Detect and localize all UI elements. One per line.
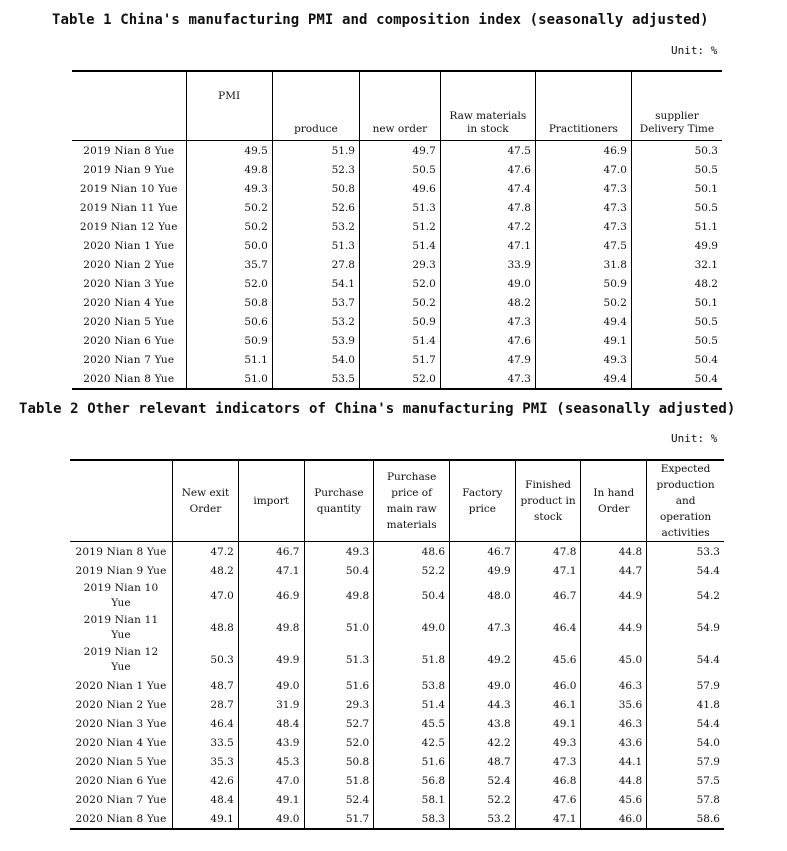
table-cell: 54.1 <box>272 274 359 293</box>
table-cell: 47.2 <box>173 542 239 562</box>
table-cell: 47.4 <box>440 179 535 198</box>
table1-header-practitioners: Practitioners <box>535 71 631 141</box>
table-cell: 29.3 <box>304 695 374 714</box>
table-cell: 50.2 <box>186 217 272 236</box>
table-cell: 51.9 <box>272 141 359 161</box>
table-row <box>70 644 724 676</box>
table-cell: 51.6 <box>374 752 450 771</box>
table-cell: 53.9 <box>272 331 359 350</box>
table2-corner-cell <box>70 460 173 542</box>
table-cell: 47.8 <box>440 198 535 217</box>
table-row <box>70 752 724 771</box>
table-cell: 53.3 <box>647 542 724 562</box>
table-cell: 49.0 <box>374 612 450 644</box>
table-cell: 52.0 <box>304 733 374 752</box>
table-cell: 47.6 <box>440 331 535 350</box>
table-cell: 51.4 <box>359 236 440 255</box>
table-cell: 49.1 <box>173 809 239 829</box>
table1-header-produce: produce <box>272 71 359 141</box>
table2-title: Table 2 Other relevant indicators of China's manufacturing PMI (seasonally adjusted) <box>19 401 736 417</box>
table-cell: 50.1 <box>631 179 722 198</box>
table-cell: 28.7 <box>173 695 239 714</box>
table2-header-purchase-quantity: Purchase quantity <box>304 460 374 542</box>
table-row <box>72 369 722 389</box>
table-row <box>70 733 724 752</box>
table-cell: 50.5 <box>631 331 722 350</box>
table-cell: 46.9 <box>238 580 304 612</box>
table-cell: 44.3 <box>450 695 516 714</box>
table-cell: 50.5 <box>631 312 722 331</box>
table-cell: 29.3 <box>359 255 440 274</box>
table-cell: 50.2 <box>535 293 631 312</box>
table-cell: 50.0 <box>186 236 272 255</box>
table2-header-purchase-price: Purchase price of main raw materials <box>374 460 450 542</box>
table-cell: 48.7 <box>173 676 239 695</box>
row-label: 2020 Nian 7 Yue <box>83 353 175 366</box>
table-cell: 45.6 <box>581 790 647 809</box>
table-cell: 47.3 <box>535 198 631 217</box>
table-cell: 42.2 <box>450 733 516 752</box>
table-cell: 52.4 <box>450 771 516 790</box>
table2-header-new-exit-order: New exit Order <box>173 460 239 542</box>
table-cell: 51.4 <box>374 695 450 714</box>
table-row <box>72 255 722 274</box>
table-cell: 50.9 <box>186 331 272 350</box>
table1-corner-cell <box>72 71 186 141</box>
table-cell: 46.9 <box>535 141 631 161</box>
table-cell: 44.1 <box>581 752 647 771</box>
table-row <box>72 179 722 198</box>
table-row <box>72 236 722 255</box>
table-cell: 47.8 <box>515 542 581 562</box>
table-cell: 46.7 <box>515 580 581 612</box>
table-row <box>70 771 724 790</box>
row-label: 2019 Nian 10 Yue <box>79 182 178 195</box>
table-cell: 45.5 <box>374 714 450 733</box>
table-cell: 50.4 <box>374 580 450 612</box>
row-label: 2020 Nian 3 Yue <box>83 277 175 290</box>
table1-header-pmi: PMI <box>186 71 272 141</box>
row-label: 2020 Nian 2 Yue <box>83 258 175 271</box>
table-row <box>70 676 724 695</box>
table-cell: 50.4 <box>304 561 374 580</box>
table-cell: 49.3 <box>535 350 631 369</box>
table-cell: 47.2 <box>440 217 535 236</box>
table-cell: 49.8 <box>238 612 304 644</box>
table-cell: 51.8 <box>304 771 374 790</box>
table-cell: 49.0 <box>238 809 304 829</box>
table-cell: 49.3 <box>515 733 581 752</box>
table-cell: 44.8 <box>581 771 647 790</box>
table2-header-in-hand-order: In hand Order <box>581 460 647 542</box>
table-cell: 48.4 <box>238 714 304 733</box>
table2 <box>70 459 724 830</box>
table-cell: 42.5 <box>374 733 450 752</box>
table-cell: 52.2 <box>374 561 450 580</box>
table-row <box>72 274 722 293</box>
row-label: 2019 Nian 9 Yue <box>83 163 175 176</box>
table2-header-import: import <box>238 460 304 542</box>
table-cell: 51.1 <box>631 217 722 236</box>
table-row <box>70 695 724 714</box>
table-cell: 58.6 <box>647 809 724 829</box>
table-cell: 52.0 <box>359 369 440 389</box>
table-cell: 51.0 <box>186 369 272 389</box>
table-cell: 49.7 <box>359 141 440 161</box>
row-label: 2019 Nian 12 Yue <box>83 646 159 673</box>
table-cell: 46.0 <box>581 809 647 829</box>
row-label: 2020 Nian 8 Yue <box>70 809 173 829</box>
table-cell: 50.2 <box>186 198 272 217</box>
table-cell: 52.4 <box>304 790 374 809</box>
table-cell: 49.4 <box>535 312 631 331</box>
table-row <box>72 293 722 312</box>
table-cell: 49.2 <box>450 644 516 676</box>
table-cell: 50.8 <box>186 293 272 312</box>
table-cell: 46.3 <box>581 676 647 695</box>
table-cell: 50.3 <box>631 141 722 161</box>
table-cell: 47.0 <box>535 160 631 179</box>
table-cell: 47.9 <box>440 350 535 369</box>
table2-header-finished-product: Finished product in stock <box>515 460 581 542</box>
table-cell: 52.2 <box>450 790 516 809</box>
table-cell: 46.1 <box>515 695 581 714</box>
table-cell: 47.3 <box>535 217 631 236</box>
table-cell: 52.6 <box>272 198 359 217</box>
table-cell: 47.0 <box>238 771 304 790</box>
table-cell: 49.1 <box>515 714 581 733</box>
table-row <box>72 141 722 161</box>
table-cell: 48.7 <box>450 752 516 771</box>
table-cell: 47.5 <box>440 141 535 161</box>
table-row <box>70 580 724 612</box>
table-cell: 48.6 <box>374 542 450 562</box>
row-label: 2020 Nian 4 Yue <box>75 736 167 749</box>
table-row <box>70 714 724 733</box>
table-cell: 54.4 <box>647 714 724 733</box>
table-cell: 32.1 <box>631 255 722 274</box>
table-cell: 50.6 <box>186 312 272 331</box>
table-row <box>70 612 724 644</box>
table-cell: 46.4 <box>515 612 581 644</box>
table-cell: 47.3 <box>515 752 581 771</box>
table-cell: 49.8 <box>186 160 272 179</box>
table-cell: 48.4 <box>173 790 239 809</box>
row-label: 2020 Nian 4 Yue <box>83 296 175 309</box>
table-cell: 47.3 <box>535 179 631 198</box>
table-cell: 47.6 <box>515 790 581 809</box>
table-cell: 54.2 <box>647 580 724 612</box>
table-cell: 35.6 <box>581 695 647 714</box>
table-row <box>70 790 724 809</box>
table-cell: 41.8 <box>647 695 724 714</box>
table-cell: 54.0 <box>647 733 724 752</box>
row-label: 2020 Nian 3 Yue <box>75 717 167 730</box>
row-label: 2019 Nian 8 Yue <box>83 144 175 157</box>
table-cell: 54.0 <box>272 350 359 369</box>
table-cell: 45.3 <box>238 752 304 771</box>
table1-header-delivery-time: supplier Delivery Time <box>631 71 722 141</box>
table-cell: 54.4 <box>647 644 724 676</box>
table-cell: 46.7 <box>450 542 516 562</box>
table-cell: 52.0 <box>186 274 272 293</box>
table-cell: 49.5 <box>186 141 272 161</box>
row-label: 2020 Nian 1 Yue <box>75 679 167 692</box>
table-cell: 46.8 <box>515 771 581 790</box>
table-cell: 57.9 <box>647 676 724 695</box>
table-cell: 51.7 <box>304 809 374 829</box>
table-cell: 47.5 <box>535 236 631 255</box>
table-cell: 47.1 <box>238 561 304 580</box>
table-cell: 53.8 <box>374 676 450 695</box>
table-cell: 49.3 <box>186 179 272 198</box>
table-cell: 43.6 <box>581 733 647 752</box>
table-cell: 49.9 <box>238 644 304 676</box>
row-label: 2020 Nian 2 Yue <box>75 698 167 711</box>
table-cell: 58.1 <box>374 790 450 809</box>
table-cell: 52.0 <box>359 274 440 293</box>
table-cell: 49.3 <box>304 542 374 562</box>
table-cell: 43.9 <box>238 733 304 752</box>
table-cell: 54.4 <box>647 561 724 580</box>
table1-header-raw-materials: Raw materials in stock <box>440 71 535 141</box>
table-cell: 48.2 <box>173 561 239 580</box>
table-row <box>70 809 724 829</box>
table2-unit: Unit: % <box>671 432 718 445</box>
table-cell: 49.9 <box>450 561 516 580</box>
table-cell: 57.8 <box>647 790 724 809</box>
table-cell: 50.1 <box>631 293 722 312</box>
table-cell: 45.6 <box>515 644 581 676</box>
table-cell: 35.7 <box>186 255 272 274</box>
table-cell: 51.4 <box>359 331 440 350</box>
table-cell: 47.3 <box>440 369 535 389</box>
table-cell: 53.2 <box>450 809 516 829</box>
table1-body <box>72 141 722 390</box>
row-label: 2019 Nian 10 Yue <box>83 582 159 609</box>
table-cell: 58.3 <box>374 809 450 829</box>
row-label: 2020 Nian 5 Yue <box>75 755 167 768</box>
table-cell: 47.0 <box>173 580 239 612</box>
table-cell: 54.9 <box>647 612 724 644</box>
table-cell: 51.7 <box>359 350 440 369</box>
table-cell: 44.9 <box>581 580 647 612</box>
table-cell: 53.2 <box>272 217 359 236</box>
table-cell: 42.6 <box>173 771 239 790</box>
row-label: 2020 Nian 5 Yue <box>83 315 175 328</box>
table-cell: 50.8 <box>304 752 374 771</box>
table-cell: 49.0 <box>450 676 516 695</box>
table-cell: 51.3 <box>359 198 440 217</box>
row-label: 2020 Nian 6 Yue <box>83 334 175 347</box>
table-cell: 27.8 <box>272 255 359 274</box>
table-row <box>72 331 722 350</box>
table-cell: 48.0 <box>450 580 516 612</box>
row-label: 2020 Nian 6 Yue <box>75 774 167 787</box>
table1-title: Table 1 China's manufacturing PMI and composition index (seasonally adjusted) <box>52 12 709 28</box>
table-cell: 53.2 <box>272 312 359 331</box>
row-label: 2020 Nian 8 Yue <box>72 369 186 389</box>
table-cell: 50.3 <box>173 644 239 676</box>
table-cell: 51.1 <box>186 350 272 369</box>
table-cell: 57.5 <box>647 771 724 790</box>
table-cell: 49.1 <box>238 790 304 809</box>
table-cell: 31.9 <box>238 695 304 714</box>
table-cell: 51.3 <box>272 236 359 255</box>
table-row <box>72 198 722 217</box>
table-cell: 49.1 <box>535 331 631 350</box>
table-cell: 50.5 <box>631 160 722 179</box>
table-cell: 48.8 <box>173 612 239 644</box>
table-cell: 33.5 <box>173 733 239 752</box>
table-cell: 50.4 <box>631 369 722 389</box>
table-row <box>70 542 724 562</box>
row-label: 2020 Nian 7 Yue <box>75 793 167 806</box>
table-cell: 44.8 <box>581 542 647 562</box>
table-cell: 50.9 <box>359 312 440 331</box>
table-cell: 49.8 <box>304 580 374 612</box>
row-label: 2019 Nian 11 Yue <box>83 614 159 641</box>
table-cell: 50.4 <box>631 350 722 369</box>
table-cell: 52.3 <box>272 160 359 179</box>
table-cell: 51.2 <box>359 217 440 236</box>
table-cell: 50.9 <box>535 274 631 293</box>
table-cell: 47.6 <box>440 160 535 179</box>
table-cell: 47.1 <box>515 809 581 829</box>
table-cell: 57.9 <box>647 752 724 771</box>
table-row <box>72 217 722 236</box>
table-cell: 51.6 <box>304 676 374 695</box>
table-cell: 50.5 <box>631 198 722 217</box>
table-row <box>72 350 722 369</box>
table-cell: 51.0 <box>304 612 374 644</box>
row-label: 2019 Nian 11 Yue <box>79 201 178 214</box>
table-cell: 47.1 <box>515 561 581 580</box>
row-label: 2019 Nian 12 Yue <box>79 220 178 233</box>
table-cell: 56.8 <box>374 771 450 790</box>
table-cell: 51.3 <box>304 644 374 676</box>
table-cell: 50.8 <box>272 179 359 198</box>
table-cell: 35.3 <box>173 752 239 771</box>
table-cell: 46.7 <box>238 542 304 562</box>
table-cell: 51.8 <box>374 644 450 676</box>
table-cell: 48.2 <box>631 274 722 293</box>
table-row <box>70 561 724 580</box>
table-cell: 46.0 <box>515 676 581 695</box>
table-cell: 49.0 <box>440 274 535 293</box>
table-cell: 50.5 <box>359 160 440 179</box>
table-cell: 46.3 <box>581 714 647 733</box>
table1-header-new-order: new order <box>359 71 440 141</box>
table-cell: 43.8 <box>450 714 516 733</box>
table1 <box>72 70 722 390</box>
table-cell: 49.6 <box>359 179 440 198</box>
table-cell: 31.8 <box>535 255 631 274</box>
table-cell: 53.7 <box>272 293 359 312</box>
table-cell: 33.9 <box>440 255 535 274</box>
table-cell: 50.2 <box>359 293 440 312</box>
table-cell: 53.5 <box>272 369 359 389</box>
table-cell: 45.0 <box>581 644 647 676</box>
table-cell: 47.1 <box>440 236 535 255</box>
table-cell: 47.3 <box>450 612 516 644</box>
table-cell: 49.4 <box>535 369 631 389</box>
row-label: 2019 Nian 9 Yue <box>75 564 167 577</box>
table-cell: 49.9 <box>631 236 722 255</box>
table-cell: 49.0 <box>238 676 304 695</box>
table2-body <box>70 542 724 830</box>
table-cell: 48.2 <box>440 293 535 312</box>
table-cell: 46.4 <box>173 714 239 733</box>
table1-unit: Unit: % <box>671 44 718 57</box>
table2-header-factory-price: Factory price <box>450 460 516 542</box>
table-cell: 47.3 <box>440 312 535 331</box>
table-cell: 52.7 <box>304 714 374 733</box>
table2-header-expected-production: Expected production and operation activities <box>647 460 724 542</box>
table-cell: 44.7 <box>581 561 647 580</box>
table-row <box>72 312 722 331</box>
table-row <box>72 160 722 179</box>
row-label: 2019 Nian 8 Yue <box>75 545 167 558</box>
table-cell: 44.9 <box>581 612 647 644</box>
row-label: 2020 Nian 1 Yue <box>83 239 175 252</box>
